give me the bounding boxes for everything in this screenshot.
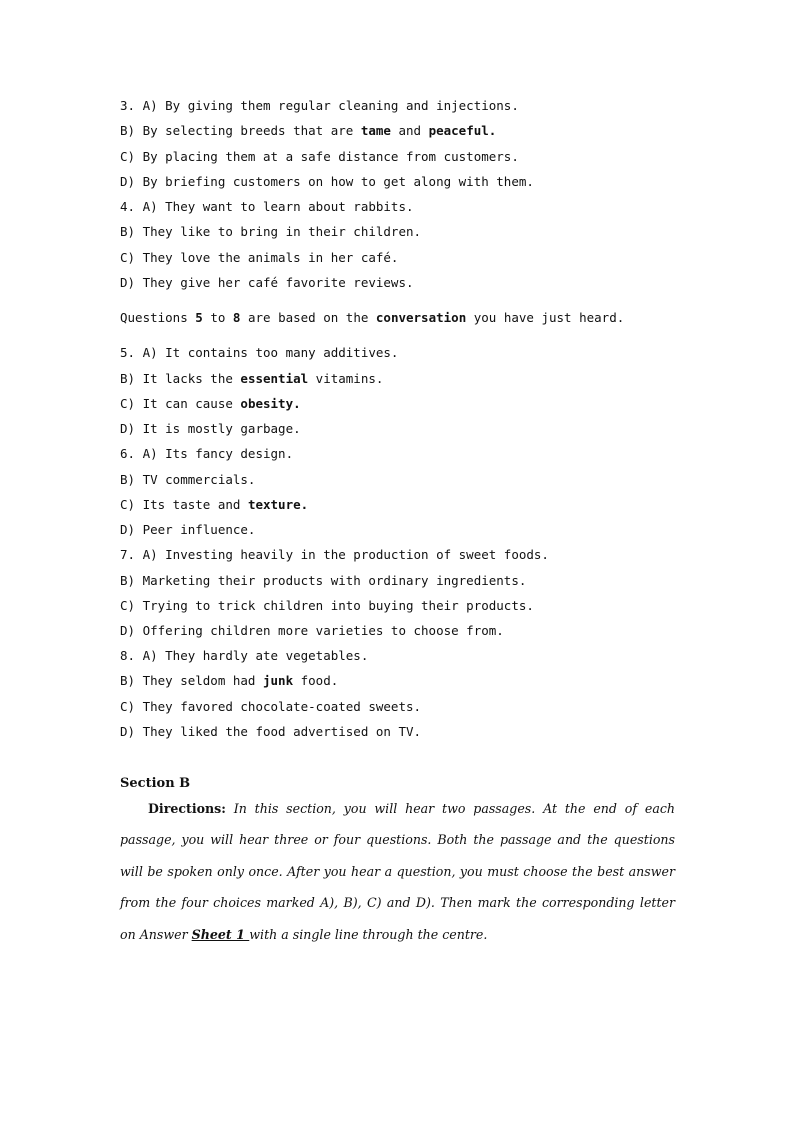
q8-option-c: C) They favored chocolate-coated sweets. bbox=[120, 699, 422, 714]
q4-option-a: 4. A) They want to learn about rabbits. bbox=[120, 199, 414, 214]
intro-end-text: you have just heard. bbox=[466, 310, 625, 325]
q3-option-b-conjunction: and bbox=[390, 123, 429, 138]
q8-option-d: D) They liked the food advertised on TV. bbox=[120, 724, 422, 739]
q7-option-d: D) Offering children more varieties to choose from. bbox=[120, 623, 504, 638]
q3-option-b-text: B) By selecting breeds that are bbox=[120, 123, 361, 138]
q5-option-b-end: vitamins. bbox=[308, 371, 384, 386]
q4-option-b: B) They like to bring in their children. bbox=[120, 224, 422, 239]
directions-end-text: with a single line through the centre. bbox=[249, 926, 488, 942]
q8-option-b bbox=[120, 673, 338, 689]
q8-option-b-end: food. bbox=[293, 673, 339, 688]
intro-to-number: 8 bbox=[232, 310, 241, 325]
directions-label: Directions: bbox=[148, 801, 226, 816]
intro-to-word: to bbox=[202, 310, 233, 325]
q3-option-a: 3. A) By giving them regular cleaning and injections. bbox=[120, 98, 519, 113]
q7-option-c: C) Trying to trick children into buying their products. bbox=[120, 598, 534, 613]
q6-option-c-keyword: texture. bbox=[247, 497, 309, 512]
answer-sheet-reference: Sheet 1 bbox=[191, 926, 250, 942]
intro-from-number: 5 bbox=[195, 310, 203, 325]
section-b-heading: Section B bbox=[120, 776, 191, 791]
q5-option-c bbox=[120, 396, 301, 412]
q4-option-c: C) They love the animals in her café. bbox=[120, 250, 399, 265]
intro-keyword: conversation bbox=[375, 310, 467, 325]
q6-option-c bbox=[120, 497, 308, 513]
q5-option-b-keyword: essential bbox=[240, 371, 309, 386]
q3-option-d: D) By briefing customers on how to get along with them. bbox=[120, 174, 534, 189]
intro-text: Questions bbox=[120, 310, 196, 325]
q8-option-b-keyword: junk bbox=[263, 673, 294, 688]
q5-option-c-text: C) It can cause bbox=[120, 396, 241, 411]
q6-option-c-text: C) Its taste and bbox=[120, 497, 248, 512]
q3-option-b-keyword-peaceful: peaceful. bbox=[428, 123, 497, 138]
q5-option-b bbox=[120, 371, 383, 387]
q3-option-b-keyword-tame: tame bbox=[360, 123, 391, 138]
q6-option-a: 6. A) Its fancy design. bbox=[120, 446, 294, 461]
q6-option-d: D) Peer influence. bbox=[120, 522, 256, 537]
intro-mid-text: are based on the bbox=[240, 310, 376, 325]
q5-option-a: 5. A) It contains too many additives. bbox=[120, 345, 399, 360]
q4-option-d: D) They give her café favorite reviews. bbox=[120, 275, 414, 290]
q7-option-b: B) Marketing their products with ordinary ingredients. bbox=[120, 573, 527, 588]
q3-option-c: C) By placing them at a safe distance from customers. bbox=[120, 149, 519, 164]
q5-option-b-text: B) It lacks the bbox=[120, 371, 241, 386]
questions-intro bbox=[120, 310, 624, 326]
section-b-directions bbox=[120, 793, 675, 950]
q6-option-b: B) TV commercials. bbox=[120, 472, 256, 487]
q7-option-a: 7. A) Investing heavily in the production of sweet foods. bbox=[120, 547, 549, 562]
directions-text: In this section, you will hear two passages. At the end of each passage, you will hear three or four questions. Both the passage and the questions will be spoken only once. After you hear a question, you must choose the best answer from the four choices marked A), B), C) and D). Then mark the corresponding letter on Answer bbox=[120, 801, 675, 942]
q8-option-b-text: B) They seldom had bbox=[120, 673, 263, 688]
q3-option-b bbox=[120, 123, 496, 139]
q8-option-a: 8. A) They hardly ate vegetables. bbox=[120, 648, 369, 663]
q5-option-d: D) It is mostly garbage. bbox=[120, 421, 301, 436]
q5-option-c-keyword: obesity. bbox=[240, 396, 301, 411]
